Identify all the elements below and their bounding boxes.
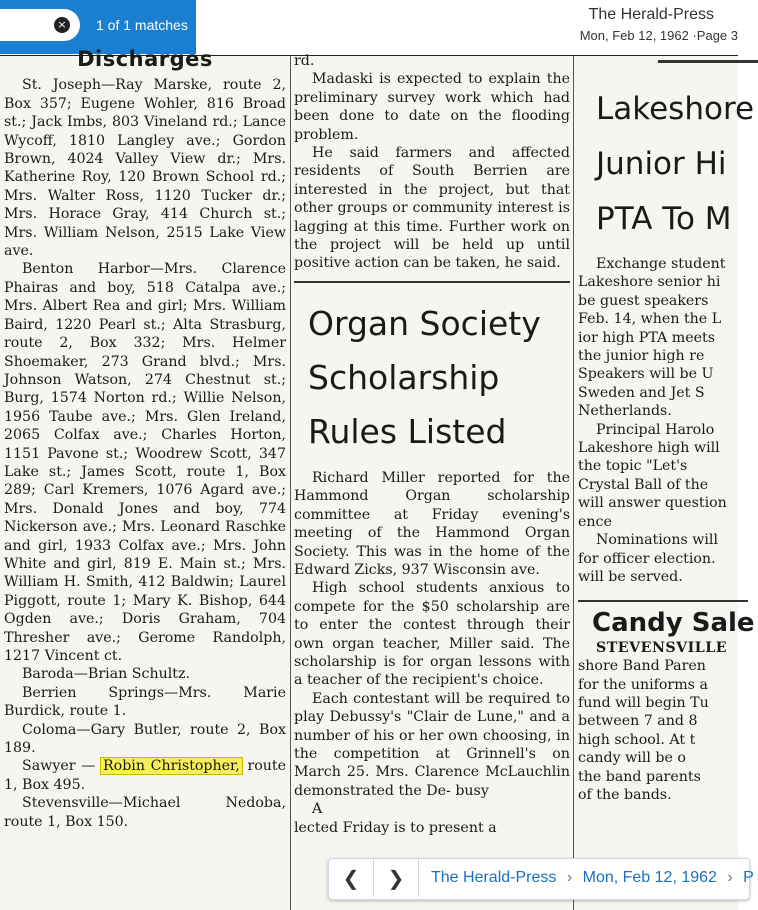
article-line: ence bbox=[578, 513, 612, 530]
chevron-left-icon: ❮ bbox=[342, 866, 360, 890]
candy-sale-headline: Candy Sale bbox=[592, 608, 755, 639]
article-line: STEVENSVILLE bbox=[596, 639, 728, 656]
match-count: 1 of 1 matches bbox=[96, 17, 188, 33]
top-rule bbox=[658, 60, 758, 63]
article-line: Lakeshore high will bbox=[578, 440, 720, 457]
column-rule bbox=[290, 56, 291, 910]
article-line: shore Band Paren bbox=[578, 658, 706, 675]
article-paragraph: rd. bbox=[294, 53, 315, 69]
article-line: of the bands. bbox=[578, 786, 672, 803]
headline-line: PTA To M bbox=[596, 201, 732, 237]
lakeshore-headline bbox=[596, 82, 755, 247]
article-divider bbox=[294, 281, 570, 283]
breadcrumb-separator-icon: › bbox=[566, 869, 573, 886]
article-line: Lakeshore senior hi bbox=[578, 274, 721, 291]
column-rule bbox=[573, 56, 574, 910]
article-line: Crystal Ball of the bbox=[578, 476, 709, 493]
right-column bbox=[578, 56, 755, 910]
headline-line: Lakeshore bbox=[596, 91, 755, 127]
sawyer-suffix: route 1, Box 495. bbox=[4, 758, 286, 793]
organ-society-headline bbox=[308, 297, 570, 459]
article-line: the topic "Let's bbox=[578, 458, 688, 475]
headline-line: Rules Listed bbox=[308, 411, 507, 451]
article-line: will be served. bbox=[578, 568, 683, 585]
clear-search-icon[interactable]: × bbox=[54, 17, 70, 33]
article-line: the junior high re bbox=[578, 348, 705, 365]
issue-date-page: Mon, Feb 12, 1962 ·Page 3 bbox=[579, 28, 738, 43]
article-line: Sweden and Jet S bbox=[578, 384, 705, 401]
breadcrumb-issue-date[interactable]: Mon, Feb 12, 1962 bbox=[582, 869, 717, 886]
article-paragraph: He said farmers and affected residents of South Berrien are interested in the project, but that other groups or community interest is lagging at this time. Further work on the project will be held up until positive action can be taken, he said. bbox=[294, 145, 570, 272]
middle-column bbox=[294, 53, 573, 910]
article-line: Feb. 14, when the L bbox=[578, 311, 722, 328]
section-heading: Discharges bbox=[77, 47, 213, 71]
article-paragraph: Each contestant will be required to play Debussy's "Clair de Lune," and a number of his or her own choosing, in the competition at Grinnell's on March 25. Mrs. Clarence McLauchlin demonstrated the De- busy bbox=[294, 690, 570, 799]
article-paragraph: A bbox=[312, 801, 323, 818]
article-paragraph bbox=[4, 757, 286, 794]
article-paragraph: High school students anxious to compete for the $50 scholarship are to enter the contest through their own organ teacher, Miller said. The scholarship is for organ lessons with a teacher of the recipient's choice. bbox=[294, 580, 570, 689]
search-panel bbox=[0, 0, 196, 54]
discharges-column bbox=[4, 47, 286, 910]
page-navigation-bar bbox=[328, 858, 754, 900]
article-line: Exchange student bbox=[596, 256, 726, 272]
article-line: will answer question bbox=[578, 495, 727, 512]
article-line: Principal Harolo bbox=[596, 421, 715, 438]
article-line: be guest speakers bbox=[578, 292, 709, 309]
breadcrumb bbox=[431, 859, 754, 897]
previous-page-button[interactable] bbox=[329, 859, 374, 897]
article-paragraph: Coloma—Gary Butler, route 2, Box 189. bbox=[4, 721, 286, 757]
article-line: for officer election. bbox=[578, 550, 716, 567]
article-line: fund will begin Tu bbox=[578, 694, 709, 711]
article-paragraph: Benton Harbor—Mrs. Clarence Phairas and boy, 518 Catalpa ave.; Mrs. Albert Rea and girl; Mrs. William Baird, 1220 Pearl st.; Alta Strasburg, route 2, Box 332; Mrs. Helmer Shoemaker, 273 Grand blvd.; Mrs. Johnson Watson, 274 Chestnut st.; Burg, 1574 Norton rd.; Willie Nelson, 1956 Taube ave.; Mrs. Glen Ireland, 2065 Colfax ave.; Charles Horton, 1151 Pavone st.; Woodrew Scott, 347 Lake st.; James Scott, route 1, Box 289; Carl Kremers, 1076 Agard ave.; Mrs. Donald Jones and boy, 774 Nickerson ave.; Mrs. Leonard Raschke and girl, 1933 Colfax ave.; Mrs. John White and girl, 819 E. Main st.; Mrs. William H. Smith, 412 Baldwin; Laurel Piggott, route 1; Mary K. Bishop, 644 Ogden ave.; Doris Graham, 704 Thresher ave.; Gerome Randolph, 1217 Vincent ct. bbox=[4, 261, 286, 664]
article-line: candy will be o bbox=[578, 750, 686, 767]
article-divider bbox=[578, 600, 748, 602]
candy-sale-article bbox=[578, 639, 748, 805]
headline-line: Organ Society bbox=[308, 303, 541, 343]
search-match-highlight[interactable]: Robin Christopher, bbox=[102, 758, 240, 775]
article-line: the band parents bbox=[578, 768, 701, 785]
article-paragraph: Baroda—Brian Schultz. bbox=[22, 666, 190, 683]
publication-title[interactable]: The Herald-Press bbox=[588, 6, 714, 23]
headline-line: Scholarship bbox=[308, 357, 500, 397]
article-line: Speakers will be U bbox=[578, 366, 714, 383]
article-line: between 7 and 8 bbox=[578, 713, 698, 730]
article-line: Nominations will bbox=[596, 532, 719, 549]
article-line: ior high PTA meets bbox=[578, 329, 715, 346]
article-paragraph: Berrien Springs—Mrs. Marie Burdick, route 1. bbox=[4, 684, 286, 720]
breadcrumb-publication[interactable]: The Herald-Press bbox=[431, 869, 557, 886]
newspaper-page[interactable] bbox=[0, 47, 755, 910]
article-line: for the uniforms a bbox=[578, 676, 708, 693]
article-paragraph: Madaski is expected to explain the preliminary survey work which had been done to date on the flooding problem. bbox=[294, 71, 570, 143]
article-paragraph: lected Friday is to present a bbox=[294, 819, 497, 836]
next-page-button[interactable] bbox=[374, 859, 419, 897]
breadcrumb-page[interactable]: P bbox=[743, 869, 754, 886]
article-paragraph: Stevensville—Michael Nedoba, route 1, Box 150. bbox=[4, 795, 286, 830]
breadcrumb-separator-icon: › bbox=[727, 869, 733, 886]
article-line: Netherlands. bbox=[578, 403, 672, 420]
article-paragraph: Richard Miller reported for the Hammond Organ scholarship committee at Friday evening's meeting of the Hammond Organ Society. This was in the home of the Edward Zicks, 937 Wisconsin ave. bbox=[294, 469, 570, 578]
chevron-right-icon: ❯ bbox=[387, 866, 405, 890]
article-paragraph: St. Joseph—Ray Marske, route 2, Box 357; Eugene Wohler, 816 Broad st.; Jack Imbs, 803 Vineland rd.; Lance Wycoff, 1810 Langley ave.; Gordon Brown, 4024 Valley View dr.; Mrs. Katherine Roy, 120 Brown School rd.; Mrs. Walter Ross, 1120 Tucker dr.; Mrs. Horace Gray, 414 Church st.; Mrs. William Nelson, 2515 Lake View ave. bbox=[4, 77, 286, 260]
lakeshore-article bbox=[578, 255, 748, 586]
headline-line: Junior Hi bbox=[596, 146, 727, 182]
article-line: high school. At t bbox=[578, 731, 696, 748]
sawyer-prefix: Sawyer — bbox=[22, 758, 96, 775]
